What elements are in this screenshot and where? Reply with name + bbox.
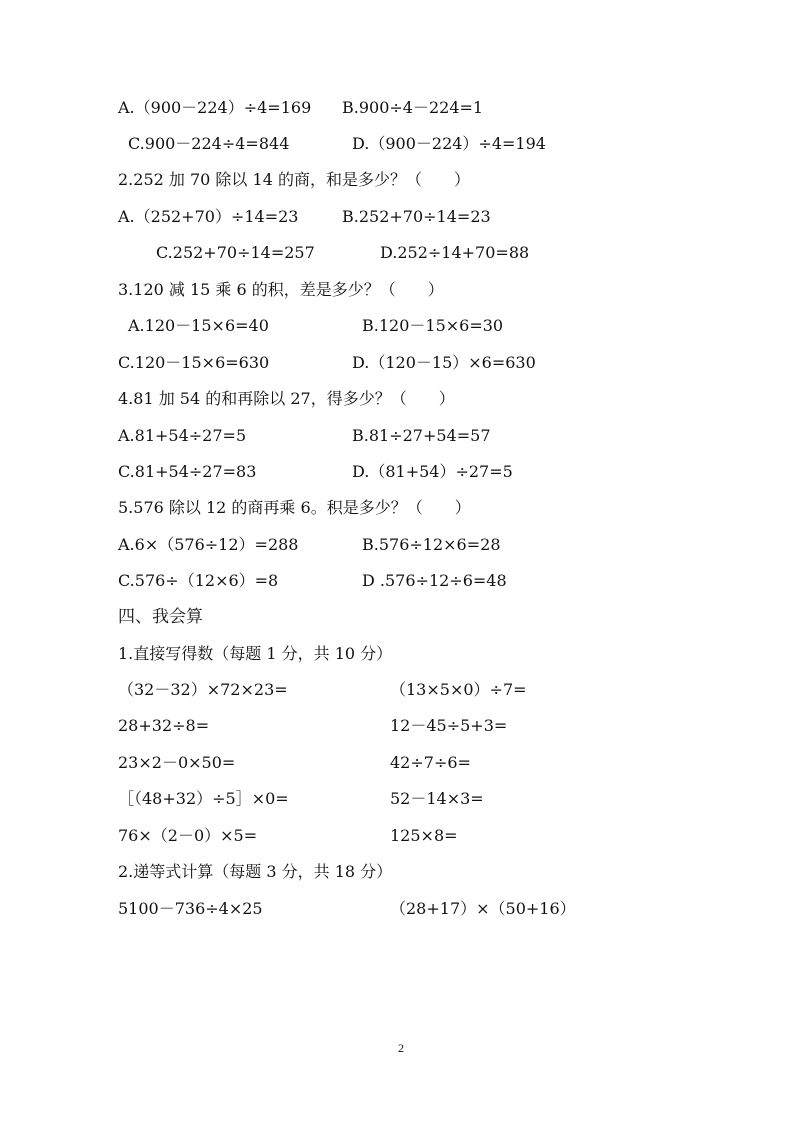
q1-options-row-2 (118, 132, 738, 156)
q5-options-row-2 (118, 569, 738, 593)
q3-question: 3.120 减 15 乘 6 的积，差是多少？（ ） (118, 280, 444, 299)
part1-row-3 (118, 751, 738, 775)
q5-option-d: D .576÷12÷6=48 (362, 571, 507, 590)
part1-row-5 (118, 824, 738, 848)
part1-row-1 (118, 678, 738, 702)
part1-item-5b: 125×8= (390, 826, 458, 845)
q2-option-c: C.252+70÷14=257 (156, 243, 315, 262)
part1-item-5a: 76×（2－0）×5= (118, 826, 258, 845)
part2-title: 2.递等式计算（每题 3 分，共 18 分） (118, 862, 393, 881)
q5-option-b: B.576÷12×6=28 (362, 535, 501, 554)
q5-question: 5.576 除以 12 的商再乘 6。积是多少？（ ） (118, 498, 471, 517)
q4-question: 4.81 加 54 的和再除以 27，得多少？（ ） (118, 389, 455, 408)
q4-options-row-2 (118, 460, 738, 484)
q2-option-b: B.252+70÷14=23 (342, 207, 491, 226)
q5-option-a: A.6×（576÷12）=288 (118, 535, 299, 554)
part1-item-4a: ［（48+32）÷5］×0= (118, 789, 289, 808)
part1-item-2a: 28+32÷8= (118, 716, 210, 735)
part1-item-4b: 52－14×3= (390, 789, 484, 808)
q2-options-row-1 (118, 205, 738, 229)
part1-title: 1.直接写得数（每题 1 分，共 10 分） (118, 644, 393, 663)
q3-option-b: B.120－15×6=30 (362, 316, 504, 335)
q1-option-b: B.900÷4－224=1 (342, 98, 484, 117)
q4-option-a: A.81+54÷27=5 (118, 426, 247, 445)
q1-option-a: A.（900－224）÷4=169 (118, 98, 312, 117)
q2-option-d: D.252÷14+70=88 (380, 243, 530, 262)
q3-options-row-2 (118, 351, 738, 375)
part1-item-2b: 12－45÷5+3= (390, 716, 508, 735)
part1-row-2 (118, 714, 738, 738)
part2-row-1 (118, 897, 738, 921)
part1-item-3b: 42÷7÷6= (390, 753, 471, 772)
q3-option-a: A.120－15×6=40 (128, 316, 269, 335)
page-number: 2 (398, 1041, 404, 1055)
q4-options-row-1 (118, 424, 738, 448)
q1-options-row-1 (118, 96, 738, 120)
part1-row-4 (118, 787, 738, 811)
q1-option-d: D.（900－224）÷4=194 (352, 134, 546, 153)
part1-item-1a: （32－32）×72×23= (118, 680, 288, 699)
part1-item-3a: 23×2－0×50= (118, 753, 236, 772)
q5-option-c: C.576÷（12×6）=8 (118, 571, 279, 590)
q2-question: 2.252 加 70 除以 14 的商，和是多少？（ ） (118, 170, 470, 189)
part2-item-1: 5100－736÷4×25 (118, 899, 263, 918)
q2-options-row-2 (118, 241, 738, 265)
q1-option-c: C.900－224÷4=844 (128, 134, 290, 153)
part1-item-1b: （13×5×0）÷7= (390, 680, 527, 699)
q2-option-a: A.（252+70）÷14=23 (118, 207, 299, 226)
part2-item-2: （28+17）×（50+16） (390, 899, 576, 918)
q3-options-row-1 (118, 314, 738, 338)
q5-options-row-1 (118, 533, 738, 557)
q3-option-c: C.120－15×6=630 (118, 353, 270, 372)
q4-option-d: D.（81+54）÷27=5 (352, 462, 513, 481)
q4-option-c: C.81+54÷27=83 (118, 462, 257, 481)
q4-option-b: B.81÷27+54=57 (352, 426, 491, 445)
section-title: 四、我会算 (118, 607, 203, 627)
q3-option-d: D.（120－15）×6=630 (352, 353, 536, 372)
